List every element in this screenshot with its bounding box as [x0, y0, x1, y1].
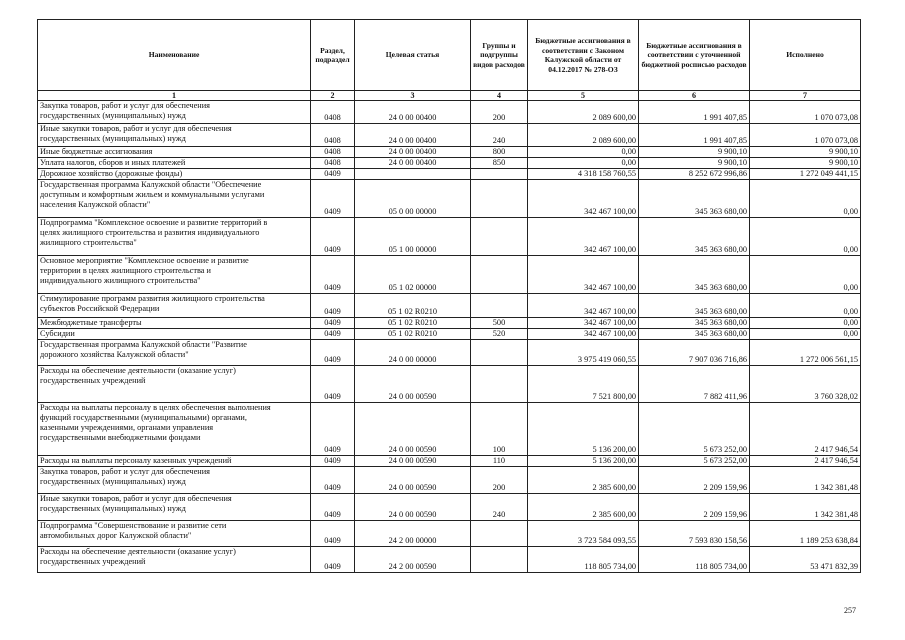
- row-law-allocation: 342 467 100,00: [528, 294, 639, 318]
- column-number-row: [38, 91, 861, 101]
- row-article: 05 1 00 00000: [355, 218, 471, 256]
- row-article: 05 1 02 R0210: [355, 294, 471, 318]
- row-updated-allocation: 345 363 680,00: [639, 256, 750, 294]
- row-updated-allocation: 345 363 680,00: [639, 218, 750, 256]
- row-law-allocation: 342 467 100,00: [528, 329, 639, 340]
- column-number: 3: [355, 91, 471, 101]
- row-section: 0408: [311, 147, 355, 158]
- row-group: [471, 180, 528, 218]
- row-article: 24 0 00 00590: [355, 403, 471, 456]
- budget-table: [37, 19, 861, 573]
- row-article: 24 0 00 00400: [355, 147, 471, 158]
- table-row: [38, 456, 861, 467]
- row-group: 240: [471, 124, 528, 147]
- row-section: 0409: [311, 318, 355, 329]
- row-executed: 0,00: [750, 318, 861, 329]
- row-article: 05 1 02 R0210: [355, 318, 471, 329]
- row-executed: 53 471 832,39: [750, 547, 861, 573]
- row-article: 05 0 00 00000: [355, 180, 471, 218]
- table-row: [38, 521, 861, 547]
- row-section: 0409: [311, 340, 355, 366]
- row-executed: 1 342 381,48: [750, 494, 861, 521]
- row-name: Иные закупки товаров, работ и услуг для обеспечения государственных (муниципальных) нужд: [38, 494, 311, 521]
- row-law-allocation: 342 467 100,00: [528, 218, 639, 256]
- table-row: [38, 403, 861, 456]
- row-group: 500: [471, 318, 528, 329]
- row-law-allocation: 0,00: [528, 147, 639, 158]
- row-article: 24 0 00 00590: [355, 494, 471, 521]
- row-group: 100: [471, 403, 528, 456]
- row-executed: 9 900,10: [750, 147, 861, 158]
- table-row: [38, 340, 861, 366]
- row-executed: 1 342 381,48: [750, 467, 861, 494]
- row-group: [471, 340, 528, 366]
- row-executed: 0,00: [750, 294, 861, 318]
- table-row: [38, 467, 861, 494]
- table-row: [38, 158, 861, 169]
- row-updated-allocation: 345 363 680,00: [639, 294, 750, 318]
- row-executed: 1 272 049 441,15: [750, 169, 861, 180]
- row-name: Расходы на выплаты персоналу казенных учреждений: [38, 456, 311, 467]
- row-section: 0409: [311, 547, 355, 573]
- row-group: [471, 218, 528, 256]
- row-name: Расходы на обеспечение деятельности (оказание услуг) государственных учреждений: [38, 547, 311, 573]
- row-article: 24 2 00 00000: [355, 521, 471, 547]
- row-section: 0409: [311, 403, 355, 456]
- row-law-allocation: 2 089 600,00: [528, 124, 639, 147]
- row-law-allocation: 2 385 600,00: [528, 467, 639, 494]
- row-updated-allocation: 1 991 407,85: [639, 124, 750, 147]
- row-article: 24 0 00 00400: [355, 101, 471, 124]
- table-row: [38, 494, 861, 521]
- column-number: 5: [528, 91, 639, 101]
- row-executed: 1 070 073,08: [750, 124, 861, 147]
- row-article: 05 1 02 R0210: [355, 329, 471, 340]
- row-executed: 1 272 006 561,15: [750, 340, 861, 366]
- table-body: [38, 101, 861, 573]
- row-section: 0409: [311, 329, 355, 340]
- row-executed: 0,00: [750, 180, 861, 218]
- row-name: Расходы на обеспечение деятельности (оказание услуг) государственных учреждений: [38, 366, 311, 403]
- row-executed: 0,00: [750, 218, 861, 256]
- row-executed: 2 417 946,54: [750, 456, 861, 467]
- row-section: 0409: [311, 467, 355, 494]
- row-updated-allocation: 7 907 036 716,86: [639, 340, 750, 366]
- row-article: 24 0 00 00590: [355, 366, 471, 403]
- header-article: Целевая статья: [355, 20, 471, 91]
- row-name: Подпрограмма "Комплексное освоение и развитие территорий в целях жилищного строительства и развития индивидуального жилищного строительства": [38, 218, 311, 256]
- row-article: [355, 169, 471, 180]
- row-updated-allocation: 345 363 680,00: [639, 180, 750, 218]
- row-article: 24 0 00 00590: [355, 467, 471, 494]
- row-section: 0409: [311, 494, 355, 521]
- row-law-allocation: 7 521 800,00: [528, 366, 639, 403]
- table-row: [38, 318, 861, 329]
- header-updated-allocation: Бюджетные ассигнования в соответствии с уточненной бюджетной росписью расходов: [639, 20, 750, 91]
- table-row: [38, 101, 861, 124]
- row-section: 0409: [311, 366, 355, 403]
- row-updated-allocation: 118 805 734,00: [639, 547, 750, 573]
- column-number: 6: [639, 91, 750, 101]
- row-law-allocation: 0,00: [528, 158, 639, 169]
- row-section: 0408: [311, 101, 355, 124]
- row-name: Иные бюджетные ассигнования: [38, 147, 311, 158]
- row-section: 0409: [311, 169, 355, 180]
- row-group: 240: [471, 494, 528, 521]
- row-group: 800: [471, 147, 528, 158]
- row-name: Иные закупки товаров, работ и услуг для обеспечения государственных (муниципальных) нужд: [38, 124, 311, 147]
- row-section: 0408: [311, 158, 355, 169]
- row-updated-allocation: 5 673 252,00: [639, 456, 750, 467]
- row-group: [471, 521, 528, 547]
- row-name: Государственная программа Калужской области "Обеспечение доступным и комфортным жильем и коммунальными услугами населения Калужской области": [38, 180, 311, 218]
- row-law-allocation: 342 467 100,00: [528, 256, 639, 294]
- row-executed: 2 417 946,54: [750, 403, 861, 456]
- row-updated-allocation: 345 363 680,00: [639, 329, 750, 340]
- row-updated-allocation: 1 991 407,85: [639, 101, 750, 124]
- table-row: [38, 147, 861, 158]
- header-group: Группы и подгруппы видов расходов: [471, 20, 528, 91]
- row-executed: 1 070 073,08: [750, 101, 861, 124]
- row-article: 24 0 00 00400: [355, 158, 471, 169]
- row-updated-allocation: 9 900,10: [639, 147, 750, 158]
- row-group: 200: [471, 101, 528, 124]
- row-group: 850: [471, 158, 528, 169]
- row-updated-allocation: 8 252 672 996,86: [639, 169, 750, 180]
- row-name: Расходы на выплаты персоналу в целях обеспечения выполнения функций государственными (муниципальными) органами, казенными учреждениями, органами управления государственными внебюджетными фондами: [38, 403, 311, 456]
- column-number: 4: [471, 91, 528, 101]
- page-number: 257: [844, 606, 856, 615]
- row-article: 24 0 00 00000: [355, 340, 471, 366]
- row-updated-allocation: 345 363 680,00: [639, 318, 750, 329]
- row-name: Закупка товаров, работ и услуг для обеспечения государственных (муниципальных) нужд: [38, 101, 311, 124]
- row-section: 0409: [311, 256, 355, 294]
- row-executed: 0,00: [750, 256, 861, 294]
- row-article: 24 0 00 00590: [355, 456, 471, 467]
- row-law-allocation: 5 136 200,00: [528, 403, 639, 456]
- row-group: [471, 294, 528, 318]
- header-executed: Исполнено: [750, 20, 861, 91]
- row-updated-allocation: 9 900,10: [639, 158, 750, 169]
- row-updated-allocation: 2 209 159,96: [639, 494, 750, 521]
- row-law-allocation: 2 385 600,00: [528, 494, 639, 521]
- table-row: [38, 256, 861, 294]
- header-name: Наименование: [38, 20, 311, 91]
- row-group: [471, 547, 528, 573]
- row-name: Субсидии: [38, 329, 311, 340]
- table-row: [38, 547, 861, 573]
- column-number: 7: [750, 91, 861, 101]
- header-law-allocation: Бюджетные ассигнования в соответствии с Законом Калужской области от 04.12.2017 № 278-ОЗ: [528, 20, 639, 91]
- row-executed: 9 900,10: [750, 158, 861, 169]
- row-article: 05 1 02 00000: [355, 256, 471, 294]
- budget-table-sheet: [37, 19, 860, 573]
- table-row: [38, 366, 861, 403]
- row-law-allocation: 3 975 419 060,55: [528, 340, 639, 366]
- row-name: Государственная программа Калужской области "Развитие дорожного хозяйства Калужской области": [38, 340, 311, 366]
- row-article: 24 0 00 00400: [355, 124, 471, 147]
- table-row: [38, 124, 861, 147]
- row-section: 0409: [311, 456, 355, 467]
- row-updated-allocation: 5 673 252,00: [639, 403, 750, 456]
- row-law-allocation: 3 723 584 093,55: [528, 521, 639, 547]
- row-updated-allocation: 7 593 830 158,56: [639, 521, 750, 547]
- table-row: [38, 169, 861, 180]
- row-updated-allocation: 2 209 159,96: [639, 467, 750, 494]
- row-name: Стимулирование программ развития жилищного строительства субъектов Российской Федерации: [38, 294, 311, 318]
- row-name: Закупка товаров, работ и услуг для обеспечения государственных (муниципальных) нужд: [38, 467, 311, 494]
- row-group: 520: [471, 329, 528, 340]
- row-article: 24 2 00 00590: [355, 547, 471, 573]
- row-updated-allocation: 7 882 411,96: [639, 366, 750, 403]
- header-section: Раздел, подраздел: [311, 20, 355, 91]
- row-name: Уплата налогов, сборов и иных платежей: [38, 158, 311, 169]
- row-section: 0409: [311, 521, 355, 547]
- row-group: 200: [471, 467, 528, 494]
- table-row: [38, 218, 861, 256]
- header-row: [38, 20, 861, 91]
- row-law-allocation: 2 089 600,00: [528, 101, 639, 124]
- table-row: [38, 180, 861, 218]
- row-section: 0409: [311, 294, 355, 318]
- row-section: 0409: [311, 218, 355, 256]
- row-name: Межбюджетные трансферты: [38, 318, 311, 329]
- row-group: [471, 256, 528, 294]
- row-executed: 1 189 253 638,84: [750, 521, 861, 547]
- row-name: Основное мероприятие "Комплексное освоение и развитие территории в целях жилищного строительства и индивидуального жилищного строительства": [38, 256, 311, 294]
- column-number: 1: [38, 91, 311, 101]
- row-executed: 3 760 328,02: [750, 366, 861, 403]
- row-law-allocation: 4 318 158 760,55: [528, 169, 639, 180]
- row-law-allocation: 342 467 100,00: [528, 318, 639, 329]
- row-law-allocation: 5 136 200,00: [528, 456, 639, 467]
- row-group: [471, 169, 528, 180]
- row-executed: 0,00: [750, 329, 861, 340]
- table-row: [38, 329, 861, 340]
- row-section: 0408: [311, 124, 355, 147]
- row-name: Подпрограмма "Совершенствование и развитие сети автомобильных дорог Калужской области": [38, 521, 311, 547]
- column-number: 2: [311, 91, 355, 101]
- row-law-allocation: 342 467 100,00: [528, 180, 639, 218]
- table-row: [38, 294, 861, 318]
- row-group: 110: [471, 456, 528, 467]
- row-section: 0409: [311, 180, 355, 218]
- row-group: [471, 366, 528, 403]
- row-name: Дорожное хозяйство (дорожные фонды): [38, 169, 311, 180]
- row-law-allocation: 118 805 734,00: [528, 547, 639, 573]
